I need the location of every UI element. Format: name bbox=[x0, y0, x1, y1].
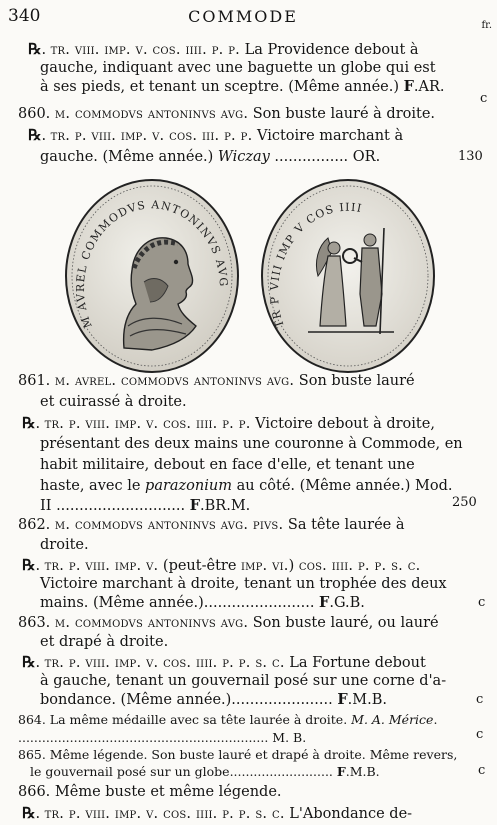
text-run: 866. Même buste et même légende. bbox=[18, 784, 282, 800]
margin-note: c bbox=[480, 91, 488, 106]
reverse-symbol: ℞ bbox=[22, 556, 36, 574]
text-run: droite. bbox=[40, 537, 89, 553]
text-line bbox=[22, 416, 435, 432]
text-run: F bbox=[337, 691, 348, 708]
text-run: m. commodvs antoninvs avg. bbox=[54, 106, 249, 122]
text-run: .M.B. bbox=[347, 692, 387, 708]
text-run: Son buste lauré bbox=[294, 373, 415, 389]
reverse-engraving bbox=[258, 176, 438, 376]
text-run: au côté. (Même année.) Mod. bbox=[231, 478, 453, 494]
reverse-symbol: ℞ bbox=[22, 804, 36, 822]
text-line bbox=[18, 749, 457, 762]
text-run: 865. Même légende. Son buste lauré et drapé à droite. Même revers, bbox=[18, 747, 458, 762]
text-run: 861. bbox=[18, 373, 55, 389]
text-run: à gauche, tenant un gouvernail posé sur une corne d'a- bbox=[40, 673, 447, 689]
text-run: Son buste lauré à droite. bbox=[248, 106, 436, 122]
text-run: F bbox=[319, 594, 330, 611]
text-run: Sa tête laurée à bbox=[283, 517, 405, 533]
text-run: le gouvernail posé sur un globe.......................... bbox=[30, 764, 337, 779]
text-run: et drapé à droite. bbox=[40, 634, 169, 650]
text-line bbox=[40, 150, 380, 165]
text-run: m. commodvs antoninvs avg. pivs. bbox=[54, 517, 284, 533]
text-run: L'Abondance de- bbox=[284, 806, 413, 822]
text-line bbox=[18, 616, 439, 631]
text-line bbox=[28, 42, 419, 58]
header-side-mark: fr. bbox=[481, 20, 492, 31]
margin-note: c bbox=[478, 595, 486, 610]
text-run: . bbox=[35, 416, 45, 432]
obverse-engraving bbox=[62, 176, 242, 376]
text-run: habit militaire, debout en face d'elle, et tenant une bbox=[40, 457, 415, 473]
text-line bbox=[40, 395, 187, 410]
margin-note: 130 bbox=[458, 149, 483, 164]
text-run: tr. p. viii. imp. v. cos. iiii. p. p. s. c. bbox=[44, 806, 285, 822]
text-run: m. commodvs antoninvs avg. bbox=[54, 615, 249, 631]
text-line bbox=[18, 714, 437, 727]
reverse-symbol: ℞ bbox=[28, 40, 42, 58]
text-run: Victoire debout à droite, bbox=[250, 416, 435, 432]
text-run: .AR. bbox=[413, 79, 445, 95]
text-line bbox=[40, 538, 89, 553]
margin-note: c bbox=[476, 692, 484, 707]
text-line bbox=[40, 674, 446, 689]
coin-illustration bbox=[62, 176, 434, 376]
text-line bbox=[40, 437, 463, 452]
text-line bbox=[18, 107, 435, 122]
text-line bbox=[28, 128, 403, 144]
text-line bbox=[22, 558, 420, 574]
text-line bbox=[40, 635, 168, 650]
text-run: 864. La même médaille avec sa tête laurée à droite. bbox=[18, 712, 352, 727]
text-line bbox=[40, 596, 365, 611]
text-run: 862. bbox=[18, 517, 55, 533]
text-run: tr. p. viii. imp. v. cos. iiii. p. p. bbox=[44, 416, 251, 432]
text-run: parazonium bbox=[145, 478, 232, 494]
reverse-symbol: ℞ bbox=[22, 653, 36, 671]
text-line bbox=[40, 693, 387, 708]
text-line bbox=[40, 499, 250, 514]
text-run: Wiczay bbox=[217, 149, 270, 165]
text-run: ................ OR. bbox=[269, 149, 381, 165]
text-run: tr. viii. imp. v. cos. iiii. p. p. bbox=[50, 42, 240, 58]
text-line bbox=[40, 61, 436, 76]
running-title: COMMODE bbox=[188, 7, 298, 26]
text-run: La Providence debout à bbox=[239, 42, 419, 58]
text-run: tr. p. viii. imp. v. cos. iiii. p. p. s. c. bbox=[44, 655, 285, 671]
text-run: F bbox=[189, 497, 201, 514]
text-run: Victoire marchant à bbox=[252, 128, 404, 144]
text-line bbox=[30, 766, 380, 779]
text-line bbox=[18, 374, 415, 389]
text-line bbox=[40, 80, 445, 95]
text-run: . bbox=[41, 42, 51, 58]
text-run: . bbox=[433, 712, 438, 727]
page-header bbox=[8, 6, 492, 31]
reverse-legend: TR P VIII IMP V COS IIII bbox=[267, 200, 364, 330]
text-run: . bbox=[35, 558, 45, 574]
text-run: Son buste lauré, ou lauré bbox=[248, 615, 439, 631]
margin-note: 250 bbox=[452, 495, 477, 510]
text-run: La Fortune debout bbox=[284, 655, 426, 671]
text-run: m. avrel. commodvs antoninvs avg. bbox=[54, 373, 295, 389]
text-run: . bbox=[41, 128, 51, 144]
coin-reverse bbox=[258, 176, 438, 376]
text-run: ) bbox=[288, 558, 299, 574]
margin-note: c bbox=[478, 763, 486, 778]
text-run: (peut-être bbox=[158, 558, 242, 574]
text-line bbox=[18, 518, 405, 533]
text-run: F bbox=[336, 764, 346, 779]
text-run: .BR.M. bbox=[200, 498, 251, 514]
coin-obverse bbox=[62, 176, 242, 376]
text-run: à ses pieds, et tenant un sceptre. (Même année.) bbox=[40, 79, 404, 95]
obverse-legend: M AVREL COMMODVS ANTONINVS AVG bbox=[73, 198, 231, 330]
text-run: tr. p. viii. imp. v. bbox=[44, 558, 159, 574]
text-line bbox=[18, 785, 282, 800]
text-run: bondance. (Même année.)...................... bbox=[40, 692, 338, 708]
text-run: Victoire marchant à droite, tenant un trophée des deux bbox=[40, 576, 447, 592]
text-run: tr. p. viii. imp. v. cos. iii. p. p. bbox=[50, 128, 253, 144]
text-run: . bbox=[35, 806, 45, 822]
page-number: 340 bbox=[8, 6, 41, 26]
text-line bbox=[40, 458, 415, 473]
text-line bbox=[22, 655, 426, 671]
text-line bbox=[18, 732, 306, 745]
margin-note: c bbox=[476, 727, 484, 742]
text-run: gauche, indiquant avec une baguette un globe qui est bbox=[40, 60, 436, 76]
text-line bbox=[40, 479, 453, 494]
text-run: présentant des deux mains une couronne à Commode, en bbox=[40, 436, 463, 452]
text-run: 860. bbox=[18, 106, 55, 122]
text-run: .G.B. bbox=[329, 595, 365, 611]
text-run: et cuirassé à droite. bbox=[40, 394, 187, 410]
text-run: gauche. (Même année.) bbox=[40, 149, 218, 165]
text-run: ............................................................... M. B. bbox=[18, 730, 307, 745]
text-run: M. A. Mérice bbox=[351, 712, 434, 727]
text-line bbox=[22, 806, 412, 822]
reverse-symbol: ℞ bbox=[28, 126, 42, 144]
text-run: mains. (Même année.)........................ bbox=[40, 595, 320, 611]
text-run: cos. iiii. p. p. s. c. bbox=[298, 558, 421, 574]
text-run: haste, avec le bbox=[40, 478, 146, 494]
text-run: F bbox=[403, 78, 414, 95]
text-run: imp. vi. bbox=[241, 558, 289, 574]
reverse-symbol: ℞ bbox=[22, 414, 36, 432]
text-line bbox=[40, 577, 447, 592]
text-run: 863. bbox=[18, 615, 55, 631]
text-run: II ............................ bbox=[40, 498, 190, 514]
text-run: .M.B. bbox=[345, 764, 380, 779]
text-run: . bbox=[35, 655, 45, 671]
